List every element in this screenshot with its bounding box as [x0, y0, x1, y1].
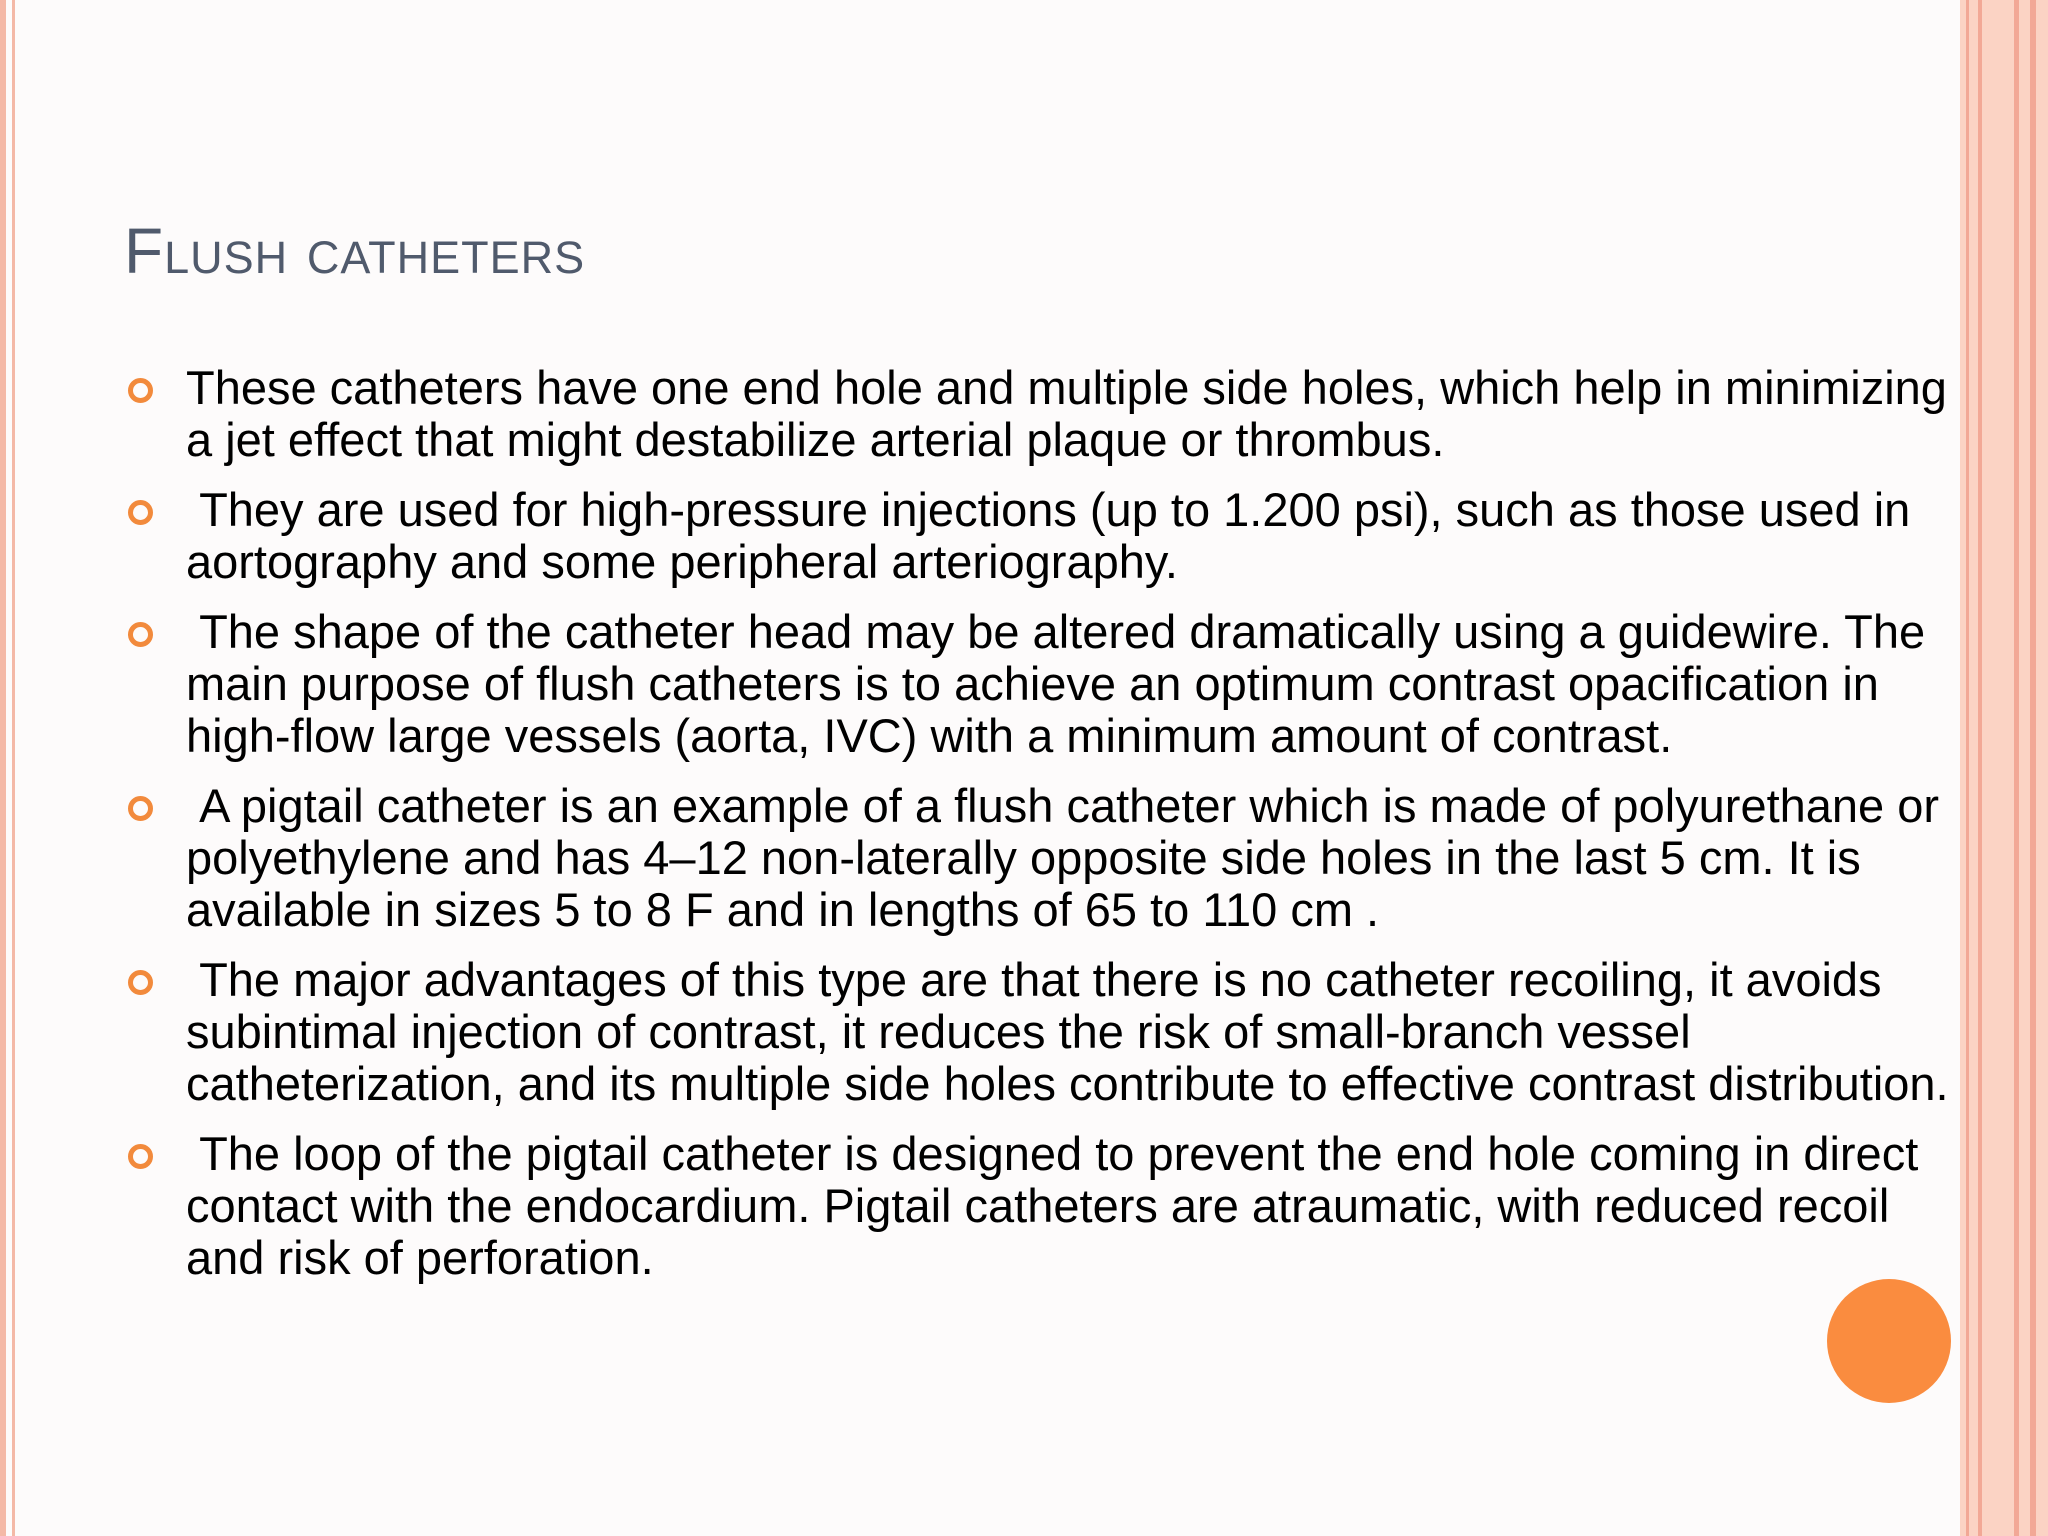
- bullet-item: [124, 361, 1960, 466]
- decorative-orange-circle: [1827, 1279, 1951, 1403]
- bullet-item: [124, 1128, 1954, 1284]
- bullet-circle-icon: [128, 1144, 153, 1169]
- slide-title: Flush catheters: [124, 215, 586, 287]
- bullet-text: A pigtail catheter is an example of a flush catheter which is made of polyurethane or polyethylene and has 4–12 non-laterally opposite side holes in the last 5 cm. It is available in sizes 5 to 8 F and in lengths of 65 to 110 cm .: [186, 779, 1953, 936]
- bullet-item: [124, 606, 1954, 762]
- bullet-text: The loop of the pigtail catheter is designed to prevent the end hole coming in direct contact with the endocardium. Pigtail catheters are atraumatic, with reduced recoil and risk of perforation.: [186, 1127, 1932, 1284]
- bullet-circle-icon: [128, 378, 153, 403]
- right-border-line: [2030, 0, 2036, 1536]
- bullet-text: They are used for high-pressure injections (up to 1.200 psi), such as those used in aortography and some peripheral arteriography.: [186, 483, 1924, 588]
- bullet-circle-icon: [128, 500, 153, 525]
- bullet-circle-icon: [128, 622, 153, 647]
- right-border-line: [1978, 0, 1982, 1536]
- bullet-text: The major advantages of this type are that there is no catheter recoiling, it avoids subintimal injection of contrast, it reduces the risk of small-branch vessel catheterization, and its multiple side holes contribute to effective contrast distribution.: [186, 953, 1949, 1110]
- bullet-circle-icon: [128, 796, 153, 821]
- right-border-line: [2014, 0, 2019, 1536]
- bullet-item: [124, 780, 1954, 936]
- bullet-list: [124, 361, 1960, 1302]
- bullet-item: [124, 484, 1954, 588]
- left-border-stripe-thin: [12, 0, 15, 1536]
- left-border-stripe: [0, 0, 6, 1536]
- bullet-text: The shape of the catheter head may be altered dramatically using a guidewire. The main purpose of flush catheters is to achieve an optimum contrast opacification in high-flow large vessels (aorta, IVC) with a minimum amount of contrast.: [186, 605, 1939, 762]
- bullet-item: [124, 954, 1954, 1110]
- right-border-line: [1966, 0, 1969, 1536]
- bullet-circle-icon: [128, 970, 153, 995]
- bullet-text: These catheters have one end hole and multiple side holes, which help in minimizing a jet effect that might destabilize arterial plaque or thrombus.: [186, 361, 1960, 466]
